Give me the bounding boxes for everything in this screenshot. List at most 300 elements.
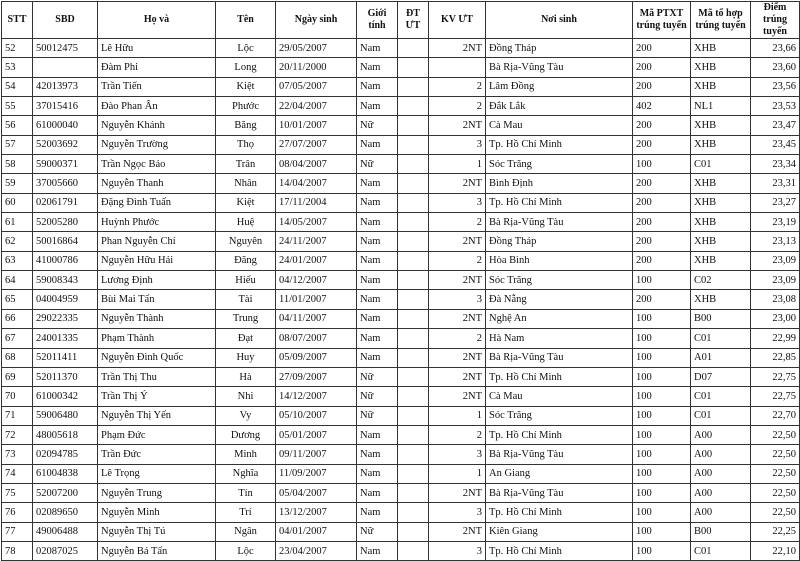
cell-ho-va: Trần Đức xyxy=(98,445,216,464)
cell-kv-ut: 2NT xyxy=(429,522,486,541)
cell-kv-ut: 2NT xyxy=(429,271,486,290)
cell-kv-ut: 2NT xyxy=(429,483,486,502)
cell-ma-ptxt: 100 xyxy=(633,367,691,386)
cell-gioi-tinh: Nam xyxy=(357,464,398,483)
cell-kv-ut: 3 xyxy=(429,193,486,212)
cell-ngay-sinh: 14/04/2007 xyxy=(276,174,357,193)
cell-ma-ptxt: 200 xyxy=(633,174,691,193)
cell-ngay-sinh: 14/12/2007 xyxy=(276,387,357,406)
cell-gioi-tinh: Nam xyxy=(357,483,398,502)
cell-diem: 22,50 xyxy=(751,425,800,444)
cell-sbd: 59008343 xyxy=(33,271,98,290)
cell-kv-ut: 3 xyxy=(429,135,486,154)
cell-ma-to-hop: A00 xyxy=(691,425,751,444)
cell-kv-ut: 2NT xyxy=(429,174,486,193)
cell-diem: 22,85 xyxy=(751,348,800,367)
header-diem: Điểm trúng tuyển xyxy=(751,2,800,39)
cell-ma-ptxt: 100 xyxy=(633,425,691,444)
cell-ma-ptxt: 200 xyxy=(633,251,691,270)
cell-gioi-tinh: Nam xyxy=(357,348,398,367)
cell-dt-ut xyxy=(398,193,429,212)
cell-ngay-sinh: 23/04/2007 xyxy=(276,541,357,560)
cell-sbd: 52011411 xyxy=(33,348,98,367)
cell-ten: Lộc xyxy=(216,541,276,560)
cell-noi-sinh: Bà Rịa-Vũng Tàu xyxy=(486,58,633,77)
cell-ma-ptxt: 100 xyxy=(633,406,691,425)
cell-stt: 56 xyxy=(2,116,33,135)
cell-kv-ut: 2NT xyxy=(429,309,486,328)
cell-diem: 23,53 xyxy=(751,97,800,116)
cell-kv-ut: 2NT xyxy=(429,39,486,58)
cell-stt: 53 xyxy=(2,58,33,77)
cell-ma-to-hop: XHB xyxy=(691,174,751,193)
cell-ho-va: Lê Hữu xyxy=(98,39,216,58)
header-ma-ptxt: Mã PTXT trúng tuyển xyxy=(633,2,691,39)
cell-ho-va: Trần Ngọc Bảo xyxy=(98,155,216,174)
cell-ma-to-hop: XHB xyxy=(691,135,751,154)
cell-ten: Dương xyxy=(216,425,276,444)
cell-ten: Băng xyxy=(216,116,276,135)
table-row xyxy=(2,329,800,348)
cell-ma-ptxt: 200 xyxy=(633,116,691,135)
cell-ngay-sinh: 08/04/2007 xyxy=(276,155,357,174)
cell-gioi-tinh: Nam xyxy=(357,97,398,116)
cell-noi-sinh: Sóc Trăng xyxy=(486,271,633,290)
cell-noi-sinh: Tp. Hồ Chí Minh xyxy=(486,425,633,444)
table-row xyxy=(2,406,800,425)
cell-stt: 76 xyxy=(2,503,33,522)
cell-diem: 22,99 xyxy=(751,329,800,348)
cell-stt: 73 xyxy=(2,445,33,464)
cell-gioi-tinh: Nữ xyxy=(357,155,398,174)
cell-stt: 68 xyxy=(2,348,33,367)
cell-ngay-sinh: 14/05/2007 xyxy=(276,213,357,232)
cell-ma-ptxt: 200 xyxy=(633,39,691,58)
cell-diem: 23,00 xyxy=(751,309,800,328)
cell-noi-sinh: Nghệ An xyxy=(486,309,633,328)
header-ma-to-hop: Mã tổ hợp trúng tuyển xyxy=(691,2,751,39)
cell-dt-ut xyxy=(398,97,429,116)
cell-ma-ptxt: 200 xyxy=(633,77,691,96)
cell-diem: 23,13 xyxy=(751,232,800,251)
cell-gioi-tinh: Nam xyxy=(357,271,398,290)
cell-dt-ut xyxy=(398,174,429,193)
cell-dt-ut xyxy=(398,251,429,270)
cell-ma-ptxt: 100 xyxy=(633,387,691,406)
cell-diem: 23,60 xyxy=(751,58,800,77)
cell-sbd: 52005280 xyxy=(33,213,98,232)
cell-stt: 64 xyxy=(2,271,33,290)
cell-ma-to-hop: XHB xyxy=(691,290,751,309)
cell-ma-to-hop: XHB xyxy=(691,213,751,232)
cell-kv-ut: 1 xyxy=(429,406,486,425)
table-row xyxy=(2,174,800,193)
cell-gioi-tinh: Nam xyxy=(357,541,398,560)
table-row xyxy=(2,425,800,444)
cell-noi-sinh: Sóc Trăng xyxy=(486,155,633,174)
cell-diem: 22,50 xyxy=(751,445,800,464)
cell-ma-to-hop: A01 xyxy=(691,348,751,367)
cell-ten: Nhi xyxy=(216,387,276,406)
cell-kv-ut: 2NT xyxy=(429,367,486,386)
header-noi-sinh: Nơi sinh xyxy=(486,2,633,39)
cell-ho-va: Lương Định xyxy=(98,271,216,290)
cell-ten: Nhân xyxy=(216,174,276,193)
cell-ma-ptxt: 200 xyxy=(633,58,691,77)
cell-ma-ptxt: 100 xyxy=(633,541,691,560)
cell-ten: Long xyxy=(216,58,276,77)
cell-noi-sinh: Kiên Giang xyxy=(486,522,633,541)
cell-gioi-tinh: Nam xyxy=(357,503,398,522)
cell-ma-to-hop: A00 xyxy=(691,483,751,502)
cell-sbd: 02094785 xyxy=(33,445,98,464)
cell-kv-ut: 3 xyxy=(429,503,486,522)
cell-ma-ptxt: 100 xyxy=(633,483,691,502)
cell-kv-ut: 2 xyxy=(429,329,486,348)
cell-ma-ptxt: 100 xyxy=(633,329,691,348)
cell-kv-ut xyxy=(429,58,486,77)
cell-ma-to-hop: XHB xyxy=(691,193,751,212)
cell-ma-to-hop: C01 xyxy=(691,541,751,560)
cell-ma-to-hop: D07 xyxy=(691,367,751,386)
cell-dt-ut xyxy=(398,271,429,290)
cell-ma-ptxt: 200 xyxy=(633,232,691,251)
cell-ma-to-hop: XHB xyxy=(691,39,751,58)
cell-dt-ut xyxy=(398,445,429,464)
cell-ma-to-hop: C01 xyxy=(691,406,751,425)
cell-ngay-sinh: 04/12/2007 xyxy=(276,271,357,290)
cell-ma-ptxt: 100 xyxy=(633,503,691,522)
cell-stt: 72 xyxy=(2,425,33,444)
cell-kv-ut: 2NT xyxy=(429,387,486,406)
table-row xyxy=(2,77,800,96)
cell-ma-to-hop: NL1 xyxy=(691,97,751,116)
cell-gioi-tinh: Nữ xyxy=(357,387,398,406)
table-row xyxy=(2,251,800,270)
cell-ho-va: Phạm Đức xyxy=(98,425,216,444)
cell-ten: Tín xyxy=(216,483,276,502)
cell-gioi-tinh: Nam xyxy=(357,213,398,232)
cell-noi-sinh: Đồng Tháp xyxy=(486,232,633,251)
cell-sbd: 48005618 xyxy=(33,425,98,444)
cell-kv-ut: 2 xyxy=(429,97,486,116)
cell-dt-ut xyxy=(398,503,429,522)
cell-stt: 57 xyxy=(2,135,33,154)
cell-noi-sinh: Hòa Bình xyxy=(486,251,633,270)
cell-ngay-sinh: 24/01/2007 xyxy=(276,251,357,270)
table-row xyxy=(2,445,800,464)
cell-stt: 60 xyxy=(2,193,33,212)
cell-noi-sinh: Bà Rịa-Vũng Tàu xyxy=(486,213,633,232)
cell-sbd: 52007200 xyxy=(33,483,98,502)
cell-kv-ut: 3 xyxy=(429,445,486,464)
cell-stt: 55 xyxy=(2,97,33,116)
cell-stt: 61 xyxy=(2,213,33,232)
cell-ma-ptxt: 100 xyxy=(633,271,691,290)
cell-diem: 23,19 xyxy=(751,213,800,232)
cell-sbd: 59006480 xyxy=(33,406,98,425)
cell-ten: Đạt xyxy=(216,329,276,348)
table-row xyxy=(2,367,800,386)
cell-ho-va: Nguyễn Thị Yến xyxy=(98,406,216,425)
table-body xyxy=(2,39,800,561)
cell-ten: Lộc xyxy=(216,39,276,58)
cell-noi-sinh: Tp. Hồ Chí Minh xyxy=(486,503,633,522)
cell-dt-ut xyxy=(398,329,429,348)
cell-sbd: 49006488 xyxy=(33,522,98,541)
cell-gioi-tinh: Nam xyxy=(357,232,398,251)
cell-dt-ut xyxy=(398,116,429,135)
cell-ngay-sinh: 27/07/2007 xyxy=(276,135,357,154)
cell-kv-ut: 2 xyxy=(429,213,486,232)
table-row xyxy=(2,541,800,560)
cell-ho-va: Đào Phan Ân xyxy=(98,97,216,116)
cell-ho-va: Nguyễn Hữu Hải xyxy=(98,251,216,270)
cell-diem: 22,25 xyxy=(751,522,800,541)
cell-dt-ut xyxy=(398,77,429,96)
cell-diem: 22,50 xyxy=(751,483,800,502)
cell-stt: 52 xyxy=(2,39,33,58)
cell-ho-va: Trần Tiến xyxy=(98,77,216,96)
admission-results-table xyxy=(1,1,800,561)
cell-ho-va: Bùi Mai Tấn xyxy=(98,290,216,309)
cell-gioi-tinh: Nữ xyxy=(357,367,398,386)
cell-gioi-tinh: Nam xyxy=(357,251,398,270)
table-row xyxy=(2,483,800,502)
cell-sbd: 61000342 xyxy=(33,387,98,406)
cell-ngay-sinh: 17/11/2004 xyxy=(276,193,357,212)
cell-ten: Trí xyxy=(216,503,276,522)
cell-ho-va: Phạm Thành xyxy=(98,329,216,348)
cell-diem: 23,27 xyxy=(751,193,800,212)
cell-kv-ut: 3 xyxy=(429,290,486,309)
cell-diem: 23,47 xyxy=(751,116,800,135)
cell-gioi-tinh: Nam xyxy=(357,39,398,58)
header-stt: STT xyxy=(2,2,33,39)
cell-ten: Đăng xyxy=(216,251,276,270)
cell-dt-ut xyxy=(398,425,429,444)
cell-ho-va: Nguyễn Thanh xyxy=(98,174,216,193)
table-row xyxy=(2,155,800,174)
cell-diem: 22,50 xyxy=(751,503,800,522)
cell-ten: Kiệt xyxy=(216,193,276,212)
cell-diem: 22,75 xyxy=(751,387,800,406)
cell-stt: 77 xyxy=(2,522,33,541)
cell-ho-va: Đàm Phi xyxy=(98,58,216,77)
cell-sbd: 52003692 xyxy=(33,135,98,154)
cell-noi-sinh: Tp. Hồ Chí Minh xyxy=(486,193,633,212)
cell-ten: Huệ xyxy=(216,213,276,232)
cell-ma-to-hop: A00 xyxy=(691,464,751,483)
table-row xyxy=(2,116,800,135)
cell-stt: 54 xyxy=(2,77,33,96)
cell-ma-to-hop: A00 xyxy=(691,445,751,464)
cell-ten: Thọ xyxy=(216,135,276,154)
header-row xyxy=(2,2,800,39)
cell-ho-va: Phan Nguyễn Chí xyxy=(98,232,216,251)
cell-sbd: 02087025 xyxy=(33,541,98,560)
header-gioi-tinh: Giới tính xyxy=(357,2,398,39)
cell-ho-va: Nguyễn Trung xyxy=(98,483,216,502)
cell-sbd: 29022335 xyxy=(33,309,98,328)
cell-ma-to-hop: XHB xyxy=(691,77,751,96)
cell-diem: 22,75 xyxy=(751,367,800,386)
cell-noi-sinh: Hà Nam xyxy=(486,329,633,348)
cell-ho-va: Nguyễn Trường xyxy=(98,135,216,154)
cell-sbd: 24001335 xyxy=(33,329,98,348)
cell-diem: 22,10 xyxy=(751,541,800,560)
cell-stt: 69 xyxy=(2,367,33,386)
table-row xyxy=(2,58,800,77)
cell-ngay-sinh: 13/12/2007 xyxy=(276,503,357,522)
cell-ngay-sinh: 09/11/2007 xyxy=(276,445,357,464)
cell-dt-ut xyxy=(398,135,429,154)
cell-gioi-tinh: Nam xyxy=(357,77,398,96)
cell-stt: 70 xyxy=(2,387,33,406)
cell-dt-ut xyxy=(398,213,429,232)
cell-ngay-sinh: 07/05/2007 xyxy=(276,77,357,96)
cell-sbd: 50016864 xyxy=(33,232,98,251)
cell-ho-va: Huỳnh Phước xyxy=(98,213,216,232)
cell-diem: 22,70 xyxy=(751,406,800,425)
cell-ma-to-hop: XHB xyxy=(691,251,751,270)
cell-ho-va: Nguyễn Thành xyxy=(98,309,216,328)
cell-ma-to-hop: XHB xyxy=(691,116,751,135)
cell-stt: 74 xyxy=(2,464,33,483)
cell-ho-va: Đặng Đình Tuấn xyxy=(98,193,216,212)
cell-noi-sinh: Cà Mau xyxy=(486,387,633,406)
cell-stt: 59 xyxy=(2,174,33,193)
header-sbd: SBD xyxy=(33,2,98,39)
cell-kv-ut: 2 xyxy=(429,77,486,96)
cell-ma-ptxt: 200 xyxy=(633,213,691,232)
cell-ngay-sinh: 11/09/2007 xyxy=(276,464,357,483)
cell-noi-sinh: Bà Rịa-Vũng Tàu xyxy=(486,483,633,502)
cell-diem: 23,09 xyxy=(751,271,800,290)
cell-ngay-sinh: 20/11/2000 xyxy=(276,58,357,77)
cell-sbd: 50012475 xyxy=(33,39,98,58)
cell-diem: 22,50 xyxy=(751,464,800,483)
cell-sbd xyxy=(33,58,98,77)
header-ngay-sinh: Ngày sinh xyxy=(276,2,357,39)
table-row xyxy=(2,135,800,154)
cell-ma-ptxt: 402 xyxy=(633,97,691,116)
cell-gioi-tinh: Nam xyxy=(357,58,398,77)
table-row xyxy=(2,39,800,58)
header-ten: Tên xyxy=(216,2,276,39)
cell-sbd: 41000786 xyxy=(33,251,98,270)
cell-dt-ut xyxy=(398,483,429,502)
cell-ngay-sinh: 10/01/2007 xyxy=(276,116,357,135)
cell-ngay-sinh: 05/09/2007 xyxy=(276,348,357,367)
cell-sbd: 42013973 xyxy=(33,77,98,96)
cell-gioi-tinh: Nam xyxy=(357,329,398,348)
cell-ngay-sinh: 11/01/2007 xyxy=(276,290,357,309)
cell-ten: Nguyên xyxy=(216,232,276,251)
cell-kv-ut: 2NT xyxy=(429,116,486,135)
cell-diem: 23,08 xyxy=(751,290,800,309)
cell-ma-to-hop: B00 xyxy=(691,522,751,541)
cell-ten: Hà xyxy=(216,367,276,386)
cell-diem: 23,09 xyxy=(751,251,800,270)
cell-dt-ut xyxy=(398,464,429,483)
cell-gioi-tinh: Nam xyxy=(357,445,398,464)
cell-noi-sinh: Lâm Đồng xyxy=(486,77,633,96)
cell-ngay-sinh: 27/09/2007 xyxy=(276,367,357,386)
cell-gioi-tinh: Nam xyxy=(357,193,398,212)
cell-diem: 23,66 xyxy=(751,39,800,58)
cell-stt: 67 xyxy=(2,329,33,348)
cell-sbd: 61000040 xyxy=(33,116,98,135)
cell-ma-ptxt: 100 xyxy=(633,309,691,328)
cell-ho-va: Lê Trọng xyxy=(98,464,216,483)
table-row xyxy=(2,271,800,290)
cell-ma-to-hop: XHB xyxy=(691,58,751,77)
table-row xyxy=(2,290,800,309)
cell-kv-ut: 2 xyxy=(429,251,486,270)
cell-noi-sinh: Đồng Tháp xyxy=(486,39,633,58)
cell-dt-ut xyxy=(398,58,429,77)
cell-ngay-sinh: 05/10/2007 xyxy=(276,406,357,425)
table-row xyxy=(2,193,800,212)
cell-sbd: 59000371 xyxy=(33,155,98,174)
cell-noi-sinh: Tp. Hồ Chí Minh xyxy=(486,367,633,386)
table-row xyxy=(2,464,800,483)
cell-ma-to-hop: C01 xyxy=(691,155,751,174)
cell-stt: 58 xyxy=(2,155,33,174)
cell-ma-to-hop: A00 xyxy=(691,503,751,522)
cell-kv-ut: 2NT xyxy=(429,232,486,251)
cell-ten: Kiệt xyxy=(216,77,276,96)
cell-ho-va: Trần Thị Thu xyxy=(98,367,216,386)
cell-ma-ptxt: 100 xyxy=(633,348,691,367)
cell-dt-ut xyxy=(398,232,429,251)
table-row xyxy=(2,503,800,522)
cell-dt-ut xyxy=(398,367,429,386)
cell-noi-sinh: Cà Mau xyxy=(486,116,633,135)
cell-ma-to-hop: C02 xyxy=(691,271,751,290)
cell-stt: 78 xyxy=(2,541,33,560)
cell-sbd: 61004838 xyxy=(33,464,98,483)
cell-sbd: 37015416 xyxy=(33,97,98,116)
cell-stt: 71 xyxy=(2,406,33,425)
cell-noi-sinh: Đắk Lắk xyxy=(486,97,633,116)
cell-ngay-sinh: 08/07/2007 xyxy=(276,329,357,348)
cell-kv-ut: 2NT xyxy=(429,348,486,367)
table-row xyxy=(2,213,800,232)
cell-ho-va: Nguyễn Minh xyxy=(98,503,216,522)
cell-ma-ptxt: 100 xyxy=(633,155,691,174)
cell-dt-ut xyxy=(398,541,429,560)
cell-stt: 63 xyxy=(2,251,33,270)
cell-ma-to-hop: C01 xyxy=(691,329,751,348)
cell-kv-ut: 1 xyxy=(429,464,486,483)
cell-ngay-sinh: 05/01/2007 xyxy=(276,425,357,444)
cell-ma-ptxt: 200 xyxy=(633,290,691,309)
cell-gioi-tinh: Nam xyxy=(357,425,398,444)
cell-noi-sinh: Sóc Trăng xyxy=(486,406,633,425)
header-ho-va: Họ và xyxy=(98,2,216,39)
cell-ma-to-hop: B00 xyxy=(691,309,751,328)
cell-gioi-tinh: Nam xyxy=(357,135,398,154)
cell-sbd: 04004959 xyxy=(33,290,98,309)
cell-stt: 75 xyxy=(2,483,33,502)
cell-noi-sinh: Đà Nẵng xyxy=(486,290,633,309)
cell-stt: 66 xyxy=(2,309,33,328)
cell-diem: 23,34 xyxy=(751,155,800,174)
cell-ho-va: Nguyễn Khánh xyxy=(98,116,216,135)
cell-kv-ut: 3 xyxy=(429,541,486,560)
